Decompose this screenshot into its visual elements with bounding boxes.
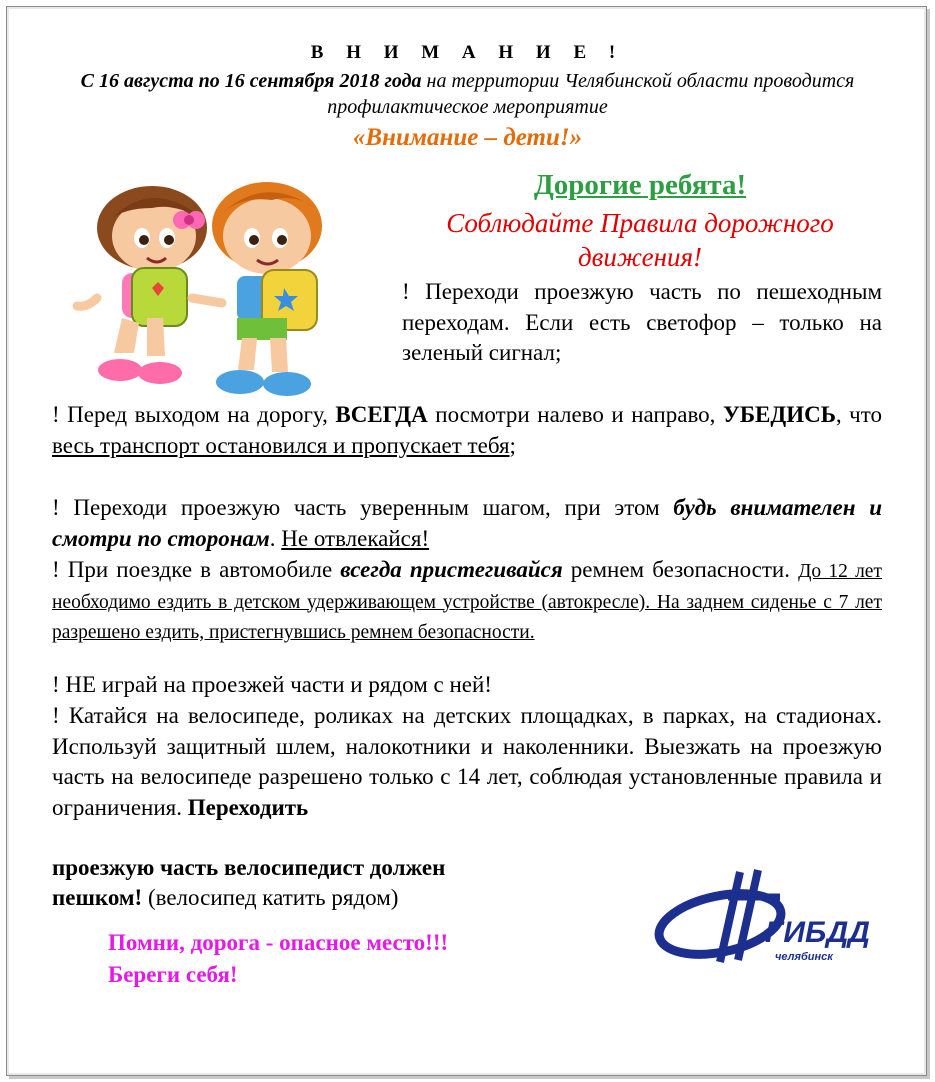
rule-crossing: ! Переходи проезжую часть по пешеходным переходам. Если есть светофор – только на зеленый сигнал;	[402, 279, 882, 365]
rule-text: посмотри налево и направо,	[427, 402, 723, 427]
campaign-name: «Внимание – дети!»	[352, 124, 583, 151]
rule-text: ! Переходи проезжую часть уверенным шагом, при этом	[52, 495, 674, 520]
rule-text: .	[269, 525, 282, 551]
rule-cycling-continued: проезжую часть велосипедист должен	[52, 855, 446, 880]
emphasis-always: ВСЕГДА	[335, 402, 428, 427]
rule-seatbelt	[52, 555, 882, 647]
intro-date: С 16 августа по 16 сентября 2018 года	[80, 70, 422, 92]
emphasis-on-foot: пешком!	[52, 885, 143, 910]
rule-cycling	[52, 701, 882, 823]
emphasis-buckle-up: всегда пристегивайся	[340, 557, 563, 582]
boy-figure	[192, 182, 322, 396]
rule-text: ! Катайся на велосипеде, роликах на детских площадках, в парках, на стадионах. Используй защитный шлем, налокотники и наколенники. Выезжать на проезжую часть на велосипеде разрешено только с 14 лет, соблюдая установленные правила и ограничения.	[52, 703, 882, 820]
child-seat-note: До 12 лет необходимо ездить в детском удерживающем устройстве (автокресле). На заднем сиденье с 7 лет разрешено ездить, пристегнувшись ремнем безопасности.	[52, 561, 882, 643]
emphasis-cross: Переходить	[187, 794, 309, 820]
emphasis-be-attentive: будь внимателен и смотри по сторонам	[52, 495, 882, 551]
girl-figure	[77, 186, 207, 384]
rule-text: ;	[509, 432, 516, 458]
page-title: В Н И М А Н И Е !	[310, 42, 625, 63]
underlined-text: Не отвлекайся!	[281, 525, 430, 551]
closing-line-2: Береги себя!	[108, 962, 238, 987]
rule-text: (велосипед катить рядом)	[142, 885, 399, 910]
rule-text: , что	[835, 402, 882, 427]
rule-cycling-end	[52, 883, 398, 913]
underlined-text: весь транспорт остановился и пропускает тебя	[52, 432, 510, 458]
gibdd-logo-icon	[650, 862, 870, 972]
logo-text: ГИБДД	[765, 916, 870, 949]
logo-city: челябинск	[775, 951, 833, 963]
greeting-subheading: Соблюдайте Правила дорожного движения!	[446, 208, 834, 272]
rule-confident-step	[52, 493, 882, 554]
rule-text: ремнем безопасности.	[562, 557, 799, 582]
intro-text	[40, 68, 895, 120]
rule-no-playing: ! НЕ играй на проезжей части и рядом с ней!	[52, 672, 492, 697]
rule-look-around	[52, 400, 882, 461]
children-illustration	[62, 178, 362, 400]
emphasis-make-sure: УБЕДИСЬ	[722, 402, 836, 427]
closing-message	[108, 927, 448, 991]
greeting-heading: Дорогие ребята!	[533, 169, 747, 201]
intro-rest: на территории Челябинской области проводится профилактическое мероприятие	[327, 70, 855, 118]
closing-line-1: Помни, дорога - опасное место!!!	[108, 930, 449, 955]
rule-text: ! При поездке в автомобиле	[52, 557, 341, 582]
rule-text: ! Перед выходом на дорогу,	[52, 402, 336, 427]
